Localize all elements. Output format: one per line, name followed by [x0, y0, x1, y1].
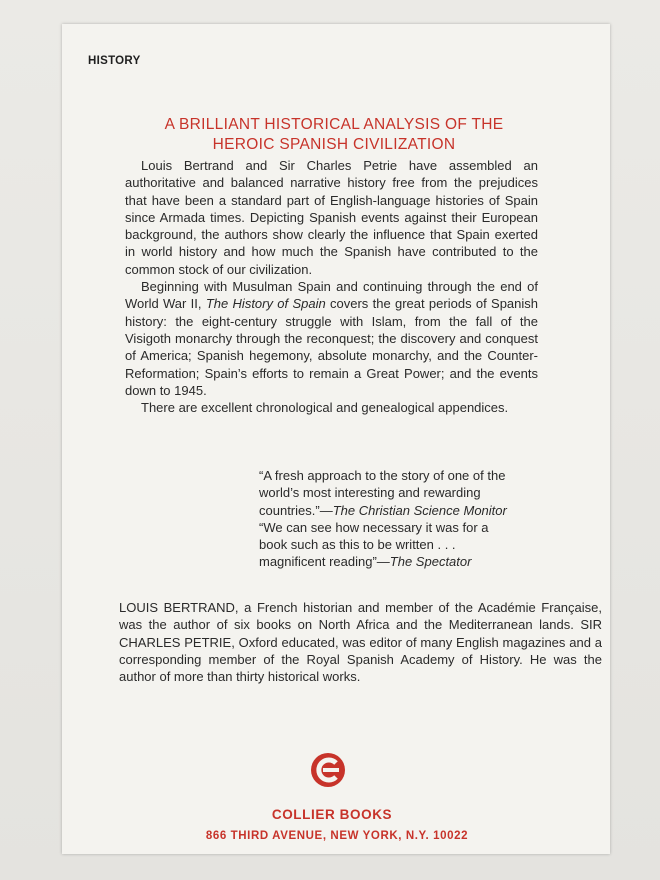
book-title: The History of Spain: [205, 296, 326, 312]
paragraph-2-rest: covers the great periods of Spanish history: the eight-century struggle with Islam, from the fall of the Visigoth monarchy through the reconquest; the discovery and conquest of America; Spanish hegemony, absolute monarchy, and the Counter-Reformation; Spain’s efforts to remain a Great Power; and the events down to 1945.: [125, 296, 539, 398]
review-quotes: [259, 467, 519, 571]
quote-1-source: The Christian Science Monitor: [332, 502, 507, 518]
author-bio: LOUIS BERTRAND, a French historian and member of the Académie Française, was the author of six books on North Africa and the Mediterranean lands. SIR CHARLES PETRIE, Oxford educated, was editor of many English magazines and a corresponding member of the Royal Spanish Academy of History. He was the author of more than thirty historical works.: [119, 600, 602, 685]
collier-c-logo-icon: [310, 752, 346, 788]
category-label: HISTORY: [88, 55, 141, 67]
description: [125, 157, 538, 416]
publisher-address: 866 THIRD AVENUE, NEW YORK, N.Y. 10022: [205, 830, 469, 842]
description-paragraph-1: Louis Bertrand and Sir Charles Petrie have assembled an authoritative and balanced narrative history free from the prejudices that have been a standard part of English-language histories of Spain since Armada times. Depicting Spanish events against their European background, the authors show clearly the influence that Spain exerted in world history and how much the Spanish have contributed to the common stock of our civilization.: [125, 158, 538, 277]
headline-line-1: A BRILLIANT HISTORICAL ANALYSIS OF THE: [164, 116, 504, 133]
quote-2-text: “We can see how necessary it was for a book such as this to be written . . . magnificent reading”—: [259, 519, 489, 570]
paragraph-2-intro: Beginning with Musulman Spain and continuing through the end of World War II,: [125, 279, 538, 312]
headline-line-2: HEROIC SPANISH CIVILIZATION: [212, 136, 456, 153]
review-quote-2: [259, 519, 519, 571]
quote-1-text: “A fresh approach to the story of one of the world’s most interesting and rewarding countries.”—: [259, 468, 506, 518]
description-paragraph-3: There are excellent chronological and genealogical appendices.: [141, 400, 509, 416]
description-paragraph-2: [125, 278, 538, 399]
quote-2-source: The Spectator: [389, 554, 472, 570]
book-back-cover: [62, 24, 610, 854]
headline: [102, 115, 566, 155]
review-quote-1: [259, 467, 519, 519]
publisher-name: COLLIER BOOKS: [271, 807, 393, 822]
